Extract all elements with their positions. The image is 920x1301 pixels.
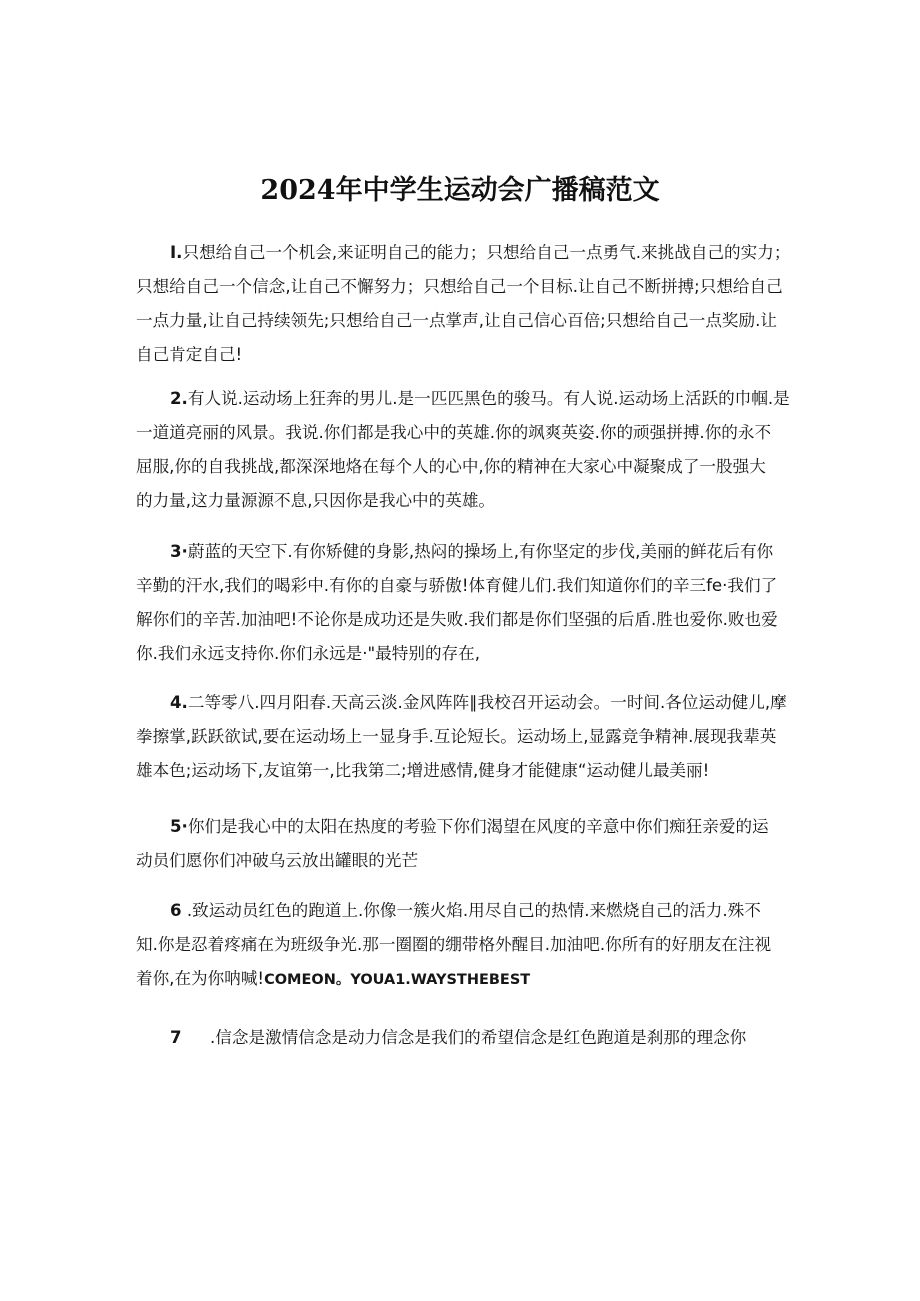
paragraph-2 xyxy=(136,382,794,518)
paragraph-line: 蔚蓝的天空下.有你矫健的身影,热闷的操场上,有你坚定的步伐,美丽的鲜花后有你 xyxy=(187,542,774,561)
english-slogan: COMEON。YOUA1.WAYSTHEBEST xyxy=(264,972,531,988)
document-title: 2024年中学生运动会广播稿范文 xyxy=(260,175,660,206)
paragraph-line: 动员们愿你们冲破乌云放出罐眼的光芒 xyxy=(136,851,419,870)
paragraph-4 xyxy=(136,686,794,788)
paragraph-number: 6 xyxy=(170,901,182,920)
paragraph-line: 解你们的辛苦.加油吧!不论你是成功还是失败.我们都是你们坚强的后盾.胜也爱你.败也爱 xyxy=(136,610,778,629)
paragraph-number: 4. xyxy=(170,693,188,712)
paragraph-5 xyxy=(136,810,794,878)
paragraph-line: 雄本色;运动场下,友谊第一,比我第二;增进感情,健身才能健康“运动健儿最美丽! xyxy=(136,761,710,780)
paragraph-number: 5· xyxy=(170,817,188,836)
paragraph-1 xyxy=(136,236,794,372)
paragraph-6 xyxy=(136,894,794,997)
paragraph-line: 辛勤的汗水,我们的喝彩中.有你的自豪与骄傲!体育健儿们.我们知道你们的辛三fe·我们了 xyxy=(136,576,778,595)
paragraph-line: 只想给自己一个机会,来证明自己的能力；只想给自己一点勇气.来挑战自己的实力； xyxy=(182,243,791,262)
paragraph-line: .信念是激情信念是动力信念是我们的希望信念是红色跑道是刹那的理念你 xyxy=(210,1028,747,1047)
paragraph-line: 你们是我心中的太阳在热度的考验下你们渴望在风度的辛意中你们痴狂亲爱的运 xyxy=(187,817,769,836)
paragraph-line: 有人说.运动场上狂奔的男儿.是一匹匹黑色的骏马。有人说.运动场上活跃的巾帼.是 xyxy=(187,389,790,408)
paragraph-number: 2. xyxy=(170,389,188,408)
paragraph-line: 的力量,这力量源源不息,只因你是我心中的英雄。 xyxy=(136,491,496,510)
paragraph-line: 着你,在为你呐喊! xyxy=(136,969,265,988)
paragraph-line: 一道道亮丽的风景。我说.你们都是我心中的英雄.你的飒爽英姿.你的顽强拼搏.你的永不 xyxy=(136,423,772,442)
paragraph-line: 你.我们永远支持你.你们永远是·"最特别的存在, xyxy=(136,644,481,663)
paragraph-line: 拳擦掌,跃跃欲试,要在运动场上一显身手.互论短长。运动场上,显露竞争精神.展现我辈英 xyxy=(136,727,777,746)
paragraph-line: 知.你是忍着疼痛在为班级争光.那一圈圈的绷带格外醒目.加油吧.你所有的好朋友在注视 xyxy=(136,935,772,954)
paragraph-number: 7 xyxy=(170,1028,182,1047)
paragraph-number: 3· xyxy=(170,542,188,561)
paragraph-number: I. xyxy=(170,243,183,262)
paragraph-7 xyxy=(136,1021,794,1055)
paragraph-3 xyxy=(136,535,794,671)
paragraph-line: 二等零八.四月阳春.天高云淡.金风阵阵∥我校召开运动会。一时间.各位运动健儿,摩 xyxy=(187,693,787,712)
paragraph-line: 自己肯定自己! xyxy=(136,345,243,364)
paragraph-line: 只想给自己一个信念,让自己不懈努力；只想给自己一个目标.让自己不断拼搏;只想给自己 xyxy=(136,277,783,296)
paragraph-line: 屈服,你的自我挑战,都深深地烙在每个人的心中,你的精神在大家心中凝聚成了一股强大 xyxy=(136,457,766,476)
paragraph-line: 一点力量,让自己持续领先;只想给自己一点掌声,让自己信心百倍;只想给自己一点奖励.让 xyxy=(136,311,777,330)
paragraph-line: .致运动员红色的跑道上.你像一簇火焰.用尽自己的热情.来燃烧自己的活力.殊不 xyxy=(181,901,761,920)
